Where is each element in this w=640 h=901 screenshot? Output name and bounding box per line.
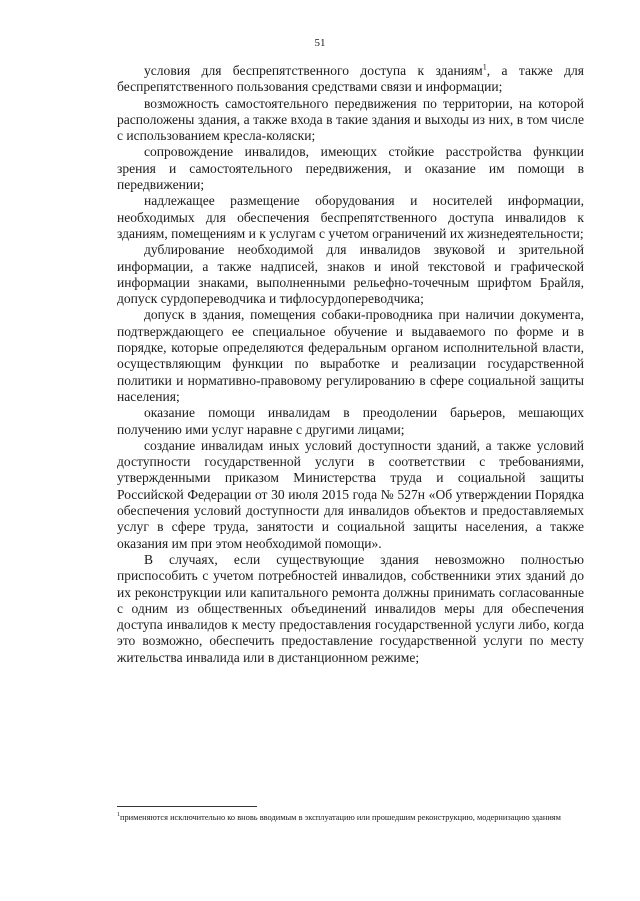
footnote-reference: 1 <box>482 62 487 72</box>
paragraph-duplication: дублирование необходимой для инвалидов звуковой и зрительной информации, а также надписей, знаков и иной текстовой и графической информации знаками, выполненными рельефно-точечным шрифтом Брайля, допуск сурдопереводчика и тифлосурдопереводчика; <box>117 242 584 307</box>
paragraph-barrier-help: оказание помощи инвалидам в преодолении барьеров, мешающих получению ими услуг наравне с другими лицами; <box>117 405 584 437</box>
paragraph-escort: сопровождение инвалидов, имеющих стойкие расстройства функции зрения и самостоятельного передвижения, и оказание им помощи в передвижении; <box>117 144 584 193</box>
paragraph-text: условия для беспрепятственного доступа к зданиям <box>144 63 483 78</box>
paragraph-independent-movement: возможность самостоятельного передвижения по территории, на которой расположены здания, а также входа в такие здания и выходы из них, в том числе с использованием кресла-коляски; <box>117 95 584 144</box>
paragraph-existing-buildings: В случаях, если существующие здания невозможно полностью приспособить с учетом потребностей инвалидов, собственники этих зданий до их реконструкции или капитального ремонта должны принимать согласованные с одним из общественных объединений инвалидов меры для обеспечения доступа инвалидов к месту предоставления государственной услуги либо, когда это возможно, обеспечить предоставление государственной услуги по месту жительства инвалида или в дистанционном режиме; <box>117 551 584 665</box>
paragraph-text-continued: , а также для беспрепятственного пользования средствами связи и информации; <box>117 63 584 95</box>
footnote-divider <box>117 806 257 807</box>
paragraph-equipment-placement: надлежащее размещение оборудования и носителей информации, необходимых для обеспечения беспрепятственного доступа инвалидов к зданиям, помещениям и к услугам с учетом ограничений их жизнедеятельности; <box>117 193 584 241</box>
footnote <box>117 812 584 823</box>
page-number: 51 <box>314 37 326 49</box>
paragraph-access-conditions <box>117 63 584 96</box>
paragraph-guide-dog: допуск в здания, помещения собаки-проводника при наличии документа, подтверждающего ее специальное обучение и выдаваемого по форме и в порядке, которые определяются федеральным органом исполнительной власти, осуществляющим функции по выработке и реализации государственной политики и нормативно-правовому регулированию в сфере социальной защиты населения; <box>117 307 584 404</box>
footnote-marker: 1 <box>117 812 120 819</box>
footnote-text: применяются исключительно ко вновь вводимым в эксплуатацию или прошедшим реконструкцию, модернизацию зданиям <box>120 813 561 822</box>
document-body <box>117 63 584 666</box>
paragraph-other-conditions: создание инвалидам иных условий доступности зданий, а также условий доступности государственной услуги в соответствии с требованиями, утвержденными приказом Министерства труда и социальной защиты Российской Федерации от 30 июля 2015 года № 527н «Об утверждении Порядка обеспечения условий доступности для инвалидов объектов и предоставляемых услуг в сфере труда, занятости и социальной защиты населения, а также оказания им при этом необходимой помощи». <box>117 437 584 551</box>
